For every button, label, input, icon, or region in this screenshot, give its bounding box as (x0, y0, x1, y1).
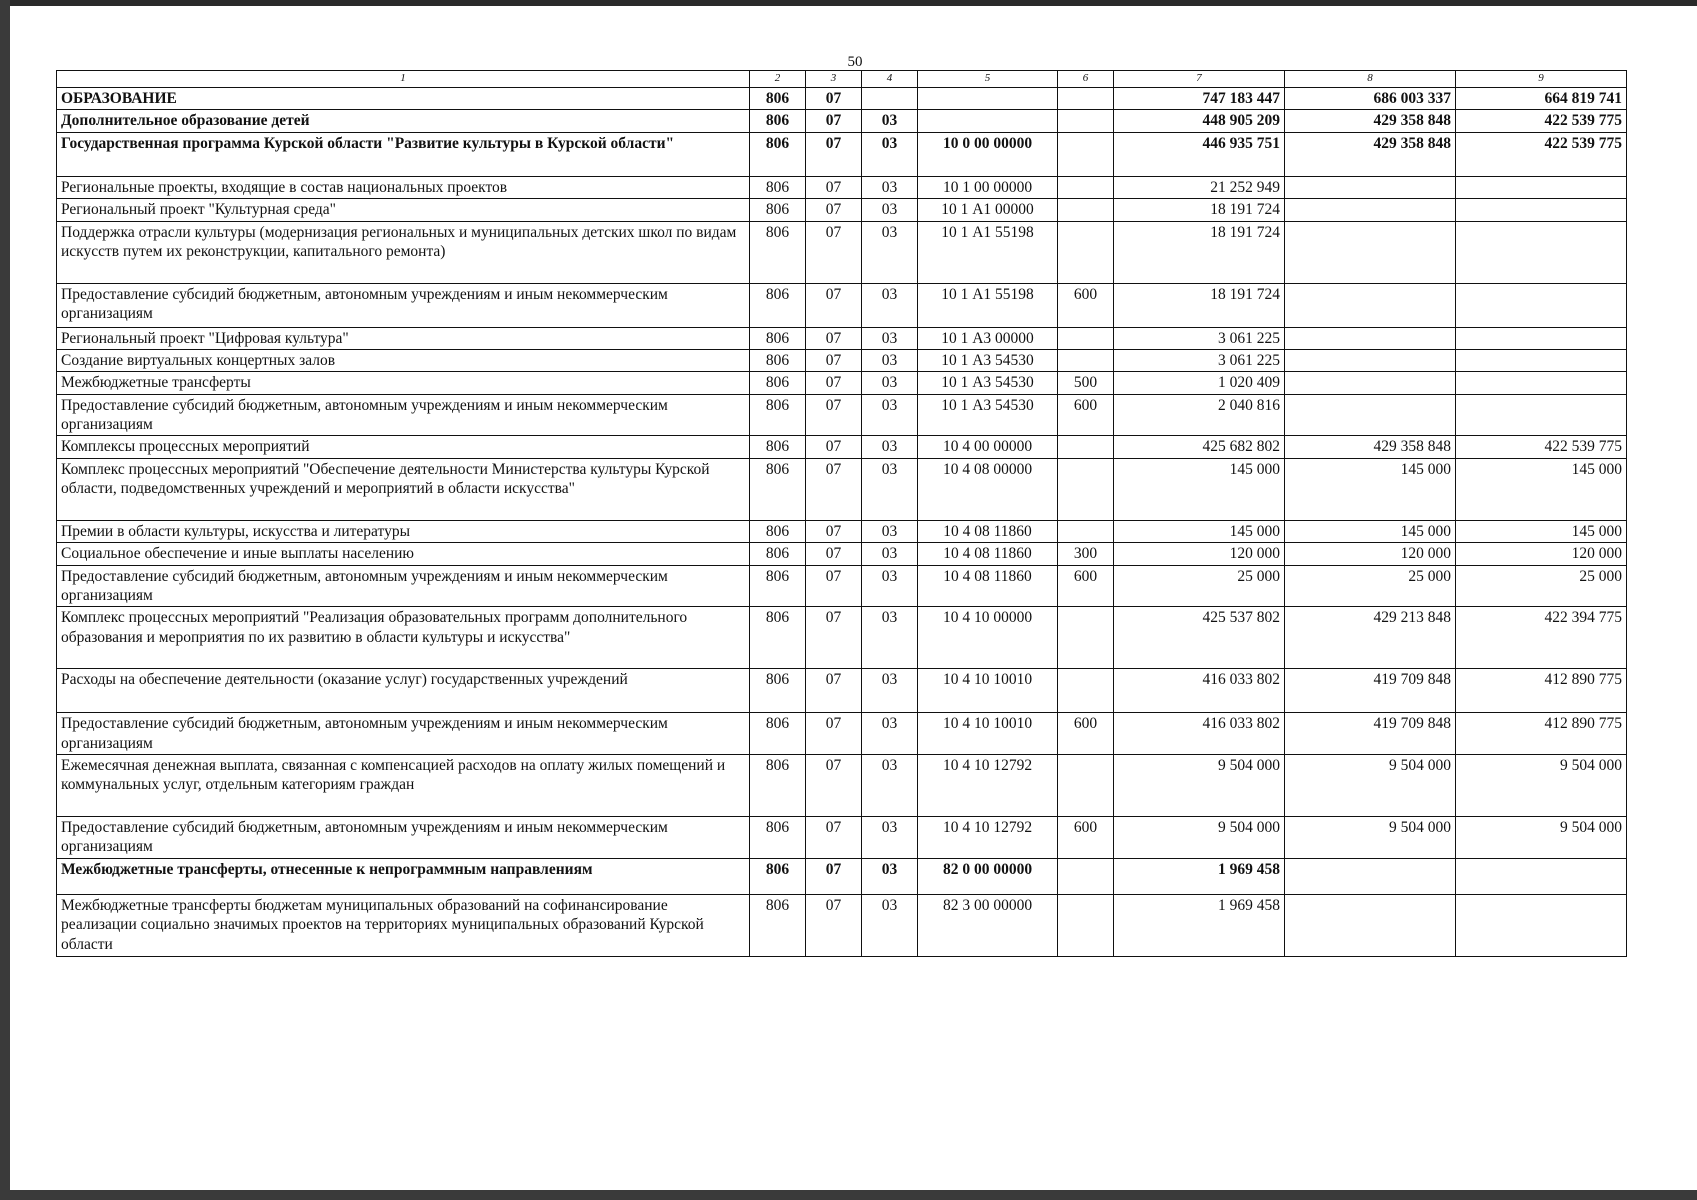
cell-amount-year3 (1456, 176, 1627, 198)
cell-expense-type (1058, 349, 1114, 371)
column-header: 6 (1058, 71, 1114, 88)
cell-amount-year1: 145 000 (1114, 520, 1285, 542)
cell-amount-year2: 145 000 (1285, 520, 1456, 542)
cell-amount-year1: 2 040 816 (1114, 394, 1285, 436)
cell-target-article: 10 4 08 11860 (918, 520, 1058, 542)
cell-section: 07 (806, 436, 862, 458)
table-row (57, 327, 1627, 349)
row-name: Ежемесячная денежная выплата, связанная с компенсацией расходов на оплату жилых помещений и коммунальных услуг, отдельным категориям граждан (57, 755, 750, 817)
cell-section: 07 (806, 372, 862, 394)
cell-amount-year2: 120 000 (1285, 543, 1456, 565)
row-name: Создание виртуальных концертных залов (57, 349, 750, 371)
cell-amount-year1: 1 969 458 (1114, 858, 1285, 894)
cell-subsection: 03 (862, 543, 918, 565)
row-name: Премии в области культуры, искусства и литературы (57, 520, 750, 542)
cell-ved: 806 (750, 110, 806, 132)
cell-target-article (918, 110, 1058, 132)
table-row (57, 176, 1627, 198)
cell-subsection: 03 (862, 327, 918, 349)
row-name: Предоставление субсидий бюджетным, автономным учреждениям и иным некоммерческим организациям (57, 565, 750, 607)
cell-target-article: 82 0 00 00000 (918, 858, 1058, 894)
table-row (57, 372, 1627, 394)
cell-amount-year2 (1285, 858, 1456, 894)
table-row (57, 543, 1627, 565)
cell-target-article: 10 0 00 00000 (918, 132, 1058, 176)
row-name: Региональные проекты, входящие в состав национальных проектов (57, 176, 750, 198)
cell-amount-year1: 1 969 458 (1114, 894, 1285, 956)
row-name: Межбюджетные трансферты (57, 372, 750, 394)
cell-amount-year2: 419 709 848 (1285, 669, 1456, 713)
cell-amount-year3: 664 819 741 (1456, 88, 1627, 110)
cell-section: 07 (806, 110, 862, 132)
cell-expense-type (1058, 858, 1114, 894)
cell-ved: 806 (750, 283, 806, 327)
cell-target-article: 10 1 А3 00000 (918, 327, 1058, 349)
row-name: Комплекс процессных мероприятий "Реализация образовательных программ дополнительного образования и мероприятия по их развитию в области культуры и искусства" (57, 607, 750, 669)
cell-expense-type (1058, 199, 1114, 221)
cell-amount-year3: 422 539 775 (1456, 132, 1627, 176)
cell-subsection: 03 (862, 458, 918, 520)
cell-subsection: 03 (862, 520, 918, 542)
cell-expense-type: 300 (1058, 543, 1114, 565)
cell-amount-year1: 448 905 209 (1114, 110, 1285, 132)
scan-border-top (0, 0, 1697, 6)
cell-subsection: 03 (862, 669, 918, 713)
table-row (57, 110, 1627, 132)
cell-amount-year2 (1285, 372, 1456, 394)
cell-section: 07 (806, 817, 862, 859)
table-row (57, 436, 1627, 458)
cell-amount-year1: 18 191 724 (1114, 199, 1285, 221)
cell-subsection: 03 (862, 565, 918, 607)
cell-amount-year1: 3 061 225 (1114, 349, 1285, 371)
cell-amount-year2 (1285, 327, 1456, 349)
cell-amount-year1: 416 033 802 (1114, 713, 1285, 755)
cell-expense-type (1058, 327, 1114, 349)
cell-amount-year2: 9 504 000 (1285, 755, 1456, 817)
table-row (57, 669, 1627, 713)
row-name: Региональный проект "Цифровая культура" (57, 327, 750, 349)
table-body (57, 88, 1627, 957)
cell-amount-year2 (1285, 199, 1456, 221)
row-name: Предоставление субсидий бюджетным, автономным учреждениям и иным некоммерческим организациям (57, 817, 750, 859)
column-header: 4 (862, 71, 918, 88)
cell-ved: 806 (750, 132, 806, 176)
cell-section: 07 (806, 176, 862, 198)
cell-amount-year1: 425 537 802 (1114, 607, 1285, 669)
cell-subsection: 03 (862, 894, 918, 956)
cell-ved: 806 (750, 607, 806, 669)
cell-amount-year1: 145 000 (1114, 458, 1285, 520)
cell-expense-type (1058, 669, 1114, 713)
scan-border-left (0, 0, 10, 1200)
table-row (57, 199, 1627, 221)
cell-ved: 806 (750, 199, 806, 221)
cell-ved: 806 (750, 372, 806, 394)
cell-expense-type (1058, 894, 1114, 956)
cell-subsection: 03 (862, 713, 918, 755)
cell-subsection: 03 (862, 176, 918, 198)
cell-expense-type: 500 (1058, 372, 1114, 394)
cell-section: 07 (806, 565, 862, 607)
cell-amount-year3 (1456, 894, 1627, 956)
cell-ved: 806 (750, 88, 806, 110)
cell-ved: 806 (750, 543, 806, 565)
column-number-row (57, 71, 1627, 88)
cell-section: 07 (806, 88, 862, 110)
cell-ved: 806 (750, 394, 806, 436)
scan-border-bottom (0, 1190, 1697, 1200)
cell-amount-year1: 747 183 447 (1114, 88, 1285, 110)
cell-ved: 806 (750, 713, 806, 755)
cell-section: 07 (806, 894, 862, 956)
cell-amount-year3: 120 000 (1456, 543, 1627, 565)
cell-subsection: 03 (862, 436, 918, 458)
cell-amount-year1: 3 061 225 (1114, 327, 1285, 349)
table-row (57, 858, 1627, 894)
cell-expense-type: 600 (1058, 394, 1114, 436)
cell-amount-year3 (1456, 199, 1627, 221)
cell-target-article: 10 1 А3 54530 (918, 349, 1058, 371)
cell-amount-year3: 25 000 (1456, 565, 1627, 607)
row-name: Государственная программа Курской области "Развитие культуры в Курской области" (57, 132, 750, 176)
cell-amount-year3: 422 539 775 (1456, 436, 1627, 458)
cell-amount-year1: 425 682 802 (1114, 436, 1285, 458)
page-number: 50 (847, 54, 863, 70)
table-row (57, 520, 1627, 542)
column-header: 2 (750, 71, 806, 88)
cell-amount-year1: 416 033 802 (1114, 669, 1285, 713)
cell-target-article: 82 3 00 00000 (918, 894, 1058, 956)
cell-target-article: 10 4 08 11860 (918, 543, 1058, 565)
cell-amount-year3 (1456, 283, 1627, 327)
budget-table (56, 70, 1627, 957)
row-name: Социальное обеспечение и иные выплаты населению (57, 543, 750, 565)
cell-ved: 806 (750, 221, 806, 283)
cell-ved: 806 (750, 894, 806, 956)
row-name: Комплекс процессных мероприятий "Обеспечение деятельности Министерства культуры Курской области, подведомственных учреждений и мероприятий в области искусства" (57, 458, 750, 520)
cell-ved: 806 (750, 436, 806, 458)
cell-section: 07 (806, 520, 862, 542)
cell-amount-year3 (1456, 327, 1627, 349)
cell-ved: 806 (750, 176, 806, 198)
cell-amount-year2: 9 504 000 (1285, 817, 1456, 859)
table-row (57, 88, 1627, 110)
cell-ved: 806 (750, 327, 806, 349)
cell-section: 07 (806, 283, 862, 327)
cell-ved: 806 (750, 755, 806, 817)
cell-expense-type: 600 (1058, 283, 1114, 327)
cell-ved: 806 (750, 669, 806, 713)
table-row (57, 349, 1627, 371)
cell-subsection: 03 (862, 283, 918, 327)
cell-expense-type (1058, 755, 1114, 817)
cell-expense-type (1058, 176, 1114, 198)
row-name: Комплексы процессных мероприятий (57, 436, 750, 458)
cell-amount-year2: 429 358 848 (1285, 436, 1456, 458)
cell-subsection: 03 (862, 607, 918, 669)
cell-subsection: 03 (862, 755, 918, 817)
cell-amount-year2 (1285, 349, 1456, 371)
cell-amount-year2: 429 358 848 (1285, 110, 1456, 132)
table-row (57, 283, 1627, 327)
cell-target-article: 10 4 10 10010 (918, 713, 1058, 755)
cell-amount-year2: 686 003 337 (1285, 88, 1456, 110)
cell-amount-year1: 18 191 724 (1114, 221, 1285, 283)
cell-section: 07 (806, 327, 862, 349)
cell-target-article (918, 88, 1058, 110)
cell-amount-year2: 25 000 (1285, 565, 1456, 607)
cell-amount-year2: 429 213 848 (1285, 607, 1456, 669)
cell-amount-year3 (1456, 349, 1627, 371)
cell-section: 07 (806, 755, 862, 817)
cell-target-article: 10 1 А1 55198 (918, 283, 1058, 327)
cell-ved: 806 (750, 817, 806, 859)
cell-amount-year1: 18 191 724 (1114, 283, 1285, 327)
cell-amount-year2 (1285, 176, 1456, 198)
cell-amount-year3: 422 394 775 (1456, 607, 1627, 669)
cell-subsection: 03 (862, 817, 918, 859)
cell-ved: 806 (750, 565, 806, 607)
cell-expense-type (1058, 520, 1114, 542)
cell-section: 07 (806, 458, 862, 520)
cell-ved: 806 (750, 458, 806, 520)
cell-subsection: 03 (862, 199, 918, 221)
table-row (57, 817, 1627, 859)
cell-subsection: 03 (862, 858, 918, 894)
cell-expense-type: 600 (1058, 713, 1114, 755)
column-header: 1 (57, 71, 750, 88)
cell-target-article: 10 1 А3 54530 (918, 394, 1058, 436)
cell-expense-type: 600 (1058, 565, 1114, 607)
cell-target-article: 10 1 А3 54530 (918, 372, 1058, 394)
row-name: Предоставление субсидий бюджетным, автономным учреждениям и иным некоммерческим организациям (57, 713, 750, 755)
cell-ved: 806 (750, 858, 806, 894)
cell-amount-year1: 446 935 751 (1114, 132, 1285, 176)
cell-amount-year3 (1456, 372, 1627, 394)
cell-amount-year3: 9 504 000 (1456, 755, 1627, 817)
table-row (57, 894, 1627, 956)
cell-target-article: 10 1 00 00000 (918, 176, 1058, 198)
cell-expense-type (1058, 458, 1114, 520)
cell-amount-year1: 120 000 (1114, 543, 1285, 565)
cell-amount-year3: 145 000 (1456, 458, 1627, 520)
cell-ved: 806 (750, 520, 806, 542)
row-name: Предоставление субсидий бюджетным, автономным учреждениям и иным некоммерческим организациям (57, 394, 750, 436)
cell-amount-year2: 429 358 848 (1285, 132, 1456, 176)
cell-section: 07 (806, 669, 862, 713)
row-name: Межбюджетные трансферты, отнесенные к непрограммным направлениям (57, 858, 750, 894)
cell-amount-year3: 145 000 (1456, 520, 1627, 542)
cell-section: 07 (806, 394, 862, 436)
cell-target-article: 10 4 00 00000 (918, 436, 1058, 458)
cell-subsection: 03 (862, 221, 918, 283)
cell-expense-type (1058, 132, 1114, 176)
column-header: 5 (918, 71, 1058, 88)
cell-amount-year3: 412 890 775 (1456, 713, 1627, 755)
cell-section: 07 (806, 221, 862, 283)
cell-amount-year2 (1285, 221, 1456, 283)
column-header: 7 (1114, 71, 1285, 88)
row-name: Межбюджетные трансферты бюджетам муниципальных образований на софинансирование реализации социально значимых проектов на территориях муниципальных образований Курской области (57, 894, 750, 956)
cell-amount-year1: 9 504 000 (1114, 817, 1285, 859)
cell-expense-type (1058, 607, 1114, 669)
cell-amount-year2 (1285, 394, 1456, 436)
cell-amount-year2 (1285, 283, 1456, 327)
cell-expense-type (1058, 110, 1114, 132)
row-name: Поддержка отрасли культуры (модернизация региональных и муниципальных детских школ по видам искусств путем их реконструкции, капитального ремонта) (57, 221, 750, 283)
cell-expense-type: 600 (1058, 817, 1114, 859)
table-row (57, 458, 1627, 520)
cell-amount-year1: 1 020 409 (1114, 372, 1285, 394)
cell-amount-year3 (1456, 221, 1627, 283)
cell-amount-year1: 21 252 949 (1114, 176, 1285, 198)
table-row (57, 565, 1627, 607)
table-row (57, 607, 1627, 669)
cell-section: 07 (806, 349, 862, 371)
cell-amount-year2: 145 000 (1285, 458, 1456, 520)
cell-target-article: 10 4 10 12792 (918, 755, 1058, 817)
cell-subsection: 03 (862, 372, 918, 394)
row-name: Предоставление субсидий бюджетным, автономным учреждениям и иным некоммерческим организациям (57, 283, 750, 327)
cell-amount-year2 (1285, 894, 1456, 956)
table-row (57, 713, 1627, 755)
table-row (57, 132, 1627, 176)
cell-ved: 806 (750, 349, 806, 371)
cell-section: 07 (806, 199, 862, 221)
cell-section: 07 (806, 543, 862, 565)
cell-amount-year3: 422 539 775 (1456, 110, 1627, 132)
row-name: Региональный проект "Культурная среда" (57, 199, 750, 221)
cell-section: 07 (806, 132, 862, 176)
cell-target-article: 10 4 10 00000 (918, 607, 1058, 669)
row-name: Дополнительное образование детей (57, 110, 750, 132)
cell-amount-year1: 9 504 000 (1114, 755, 1285, 817)
row-name: Расходы на обеспечение деятельности (оказание услуг) государственных учреждений (57, 669, 750, 713)
cell-target-article: 10 4 08 00000 (918, 458, 1058, 520)
cell-target-article: 10 4 10 12792 (918, 817, 1058, 859)
cell-expense-type (1058, 436, 1114, 458)
cell-target-article: 10 4 08 11860 (918, 565, 1058, 607)
cell-subsection: 03 (862, 349, 918, 371)
cell-target-article: 10 4 10 10010 (918, 669, 1058, 713)
cell-section: 07 (806, 713, 862, 755)
cell-target-article: 10 1 А1 00000 (918, 199, 1058, 221)
cell-amount-year3: 9 504 000 (1456, 817, 1627, 859)
cell-subsection: 03 (862, 394, 918, 436)
cell-amount-year2: 419 709 848 (1285, 713, 1456, 755)
column-header: 8 (1285, 71, 1456, 88)
cell-amount-year3: 412 890 775 (1456, 669, 1627, 713)
table-row (57, 394, 1627, 436)
cell-subsection: 03 (862, 132, 918, 176)
cell-amount-year3 (1456, 858, 1627, 894)
column-header: 9 (1456, 71, 1627, 88)
cell-expense-type (1058, 88, 1114, 110)
row-name: ОБРАЗОВАНИЕ (57, 88, 750, 110)
cell-subsection (862, 88, 918, 110)
cell-expense-type (1058, 221, 1114, 283)
column-header: 3 (806, 71, 862, 88)
cell-section: 07 (806, 858, 862, 894)
table-row (57, 755, 1627, 817)
cell-section: 07 (806, 607, 862, 669)
cell-target-article: 10 1 А1 55198 (918, 221, 1058, 283)
cell-subsection: 03 (862, 110, 918, 132)
table-row (57, 221, 1627, 283)
cell-amount-year3 (1456, 394, 1627, 436)
cell-amount-year1: 25 000 (1114, 565, 1285, 607)
